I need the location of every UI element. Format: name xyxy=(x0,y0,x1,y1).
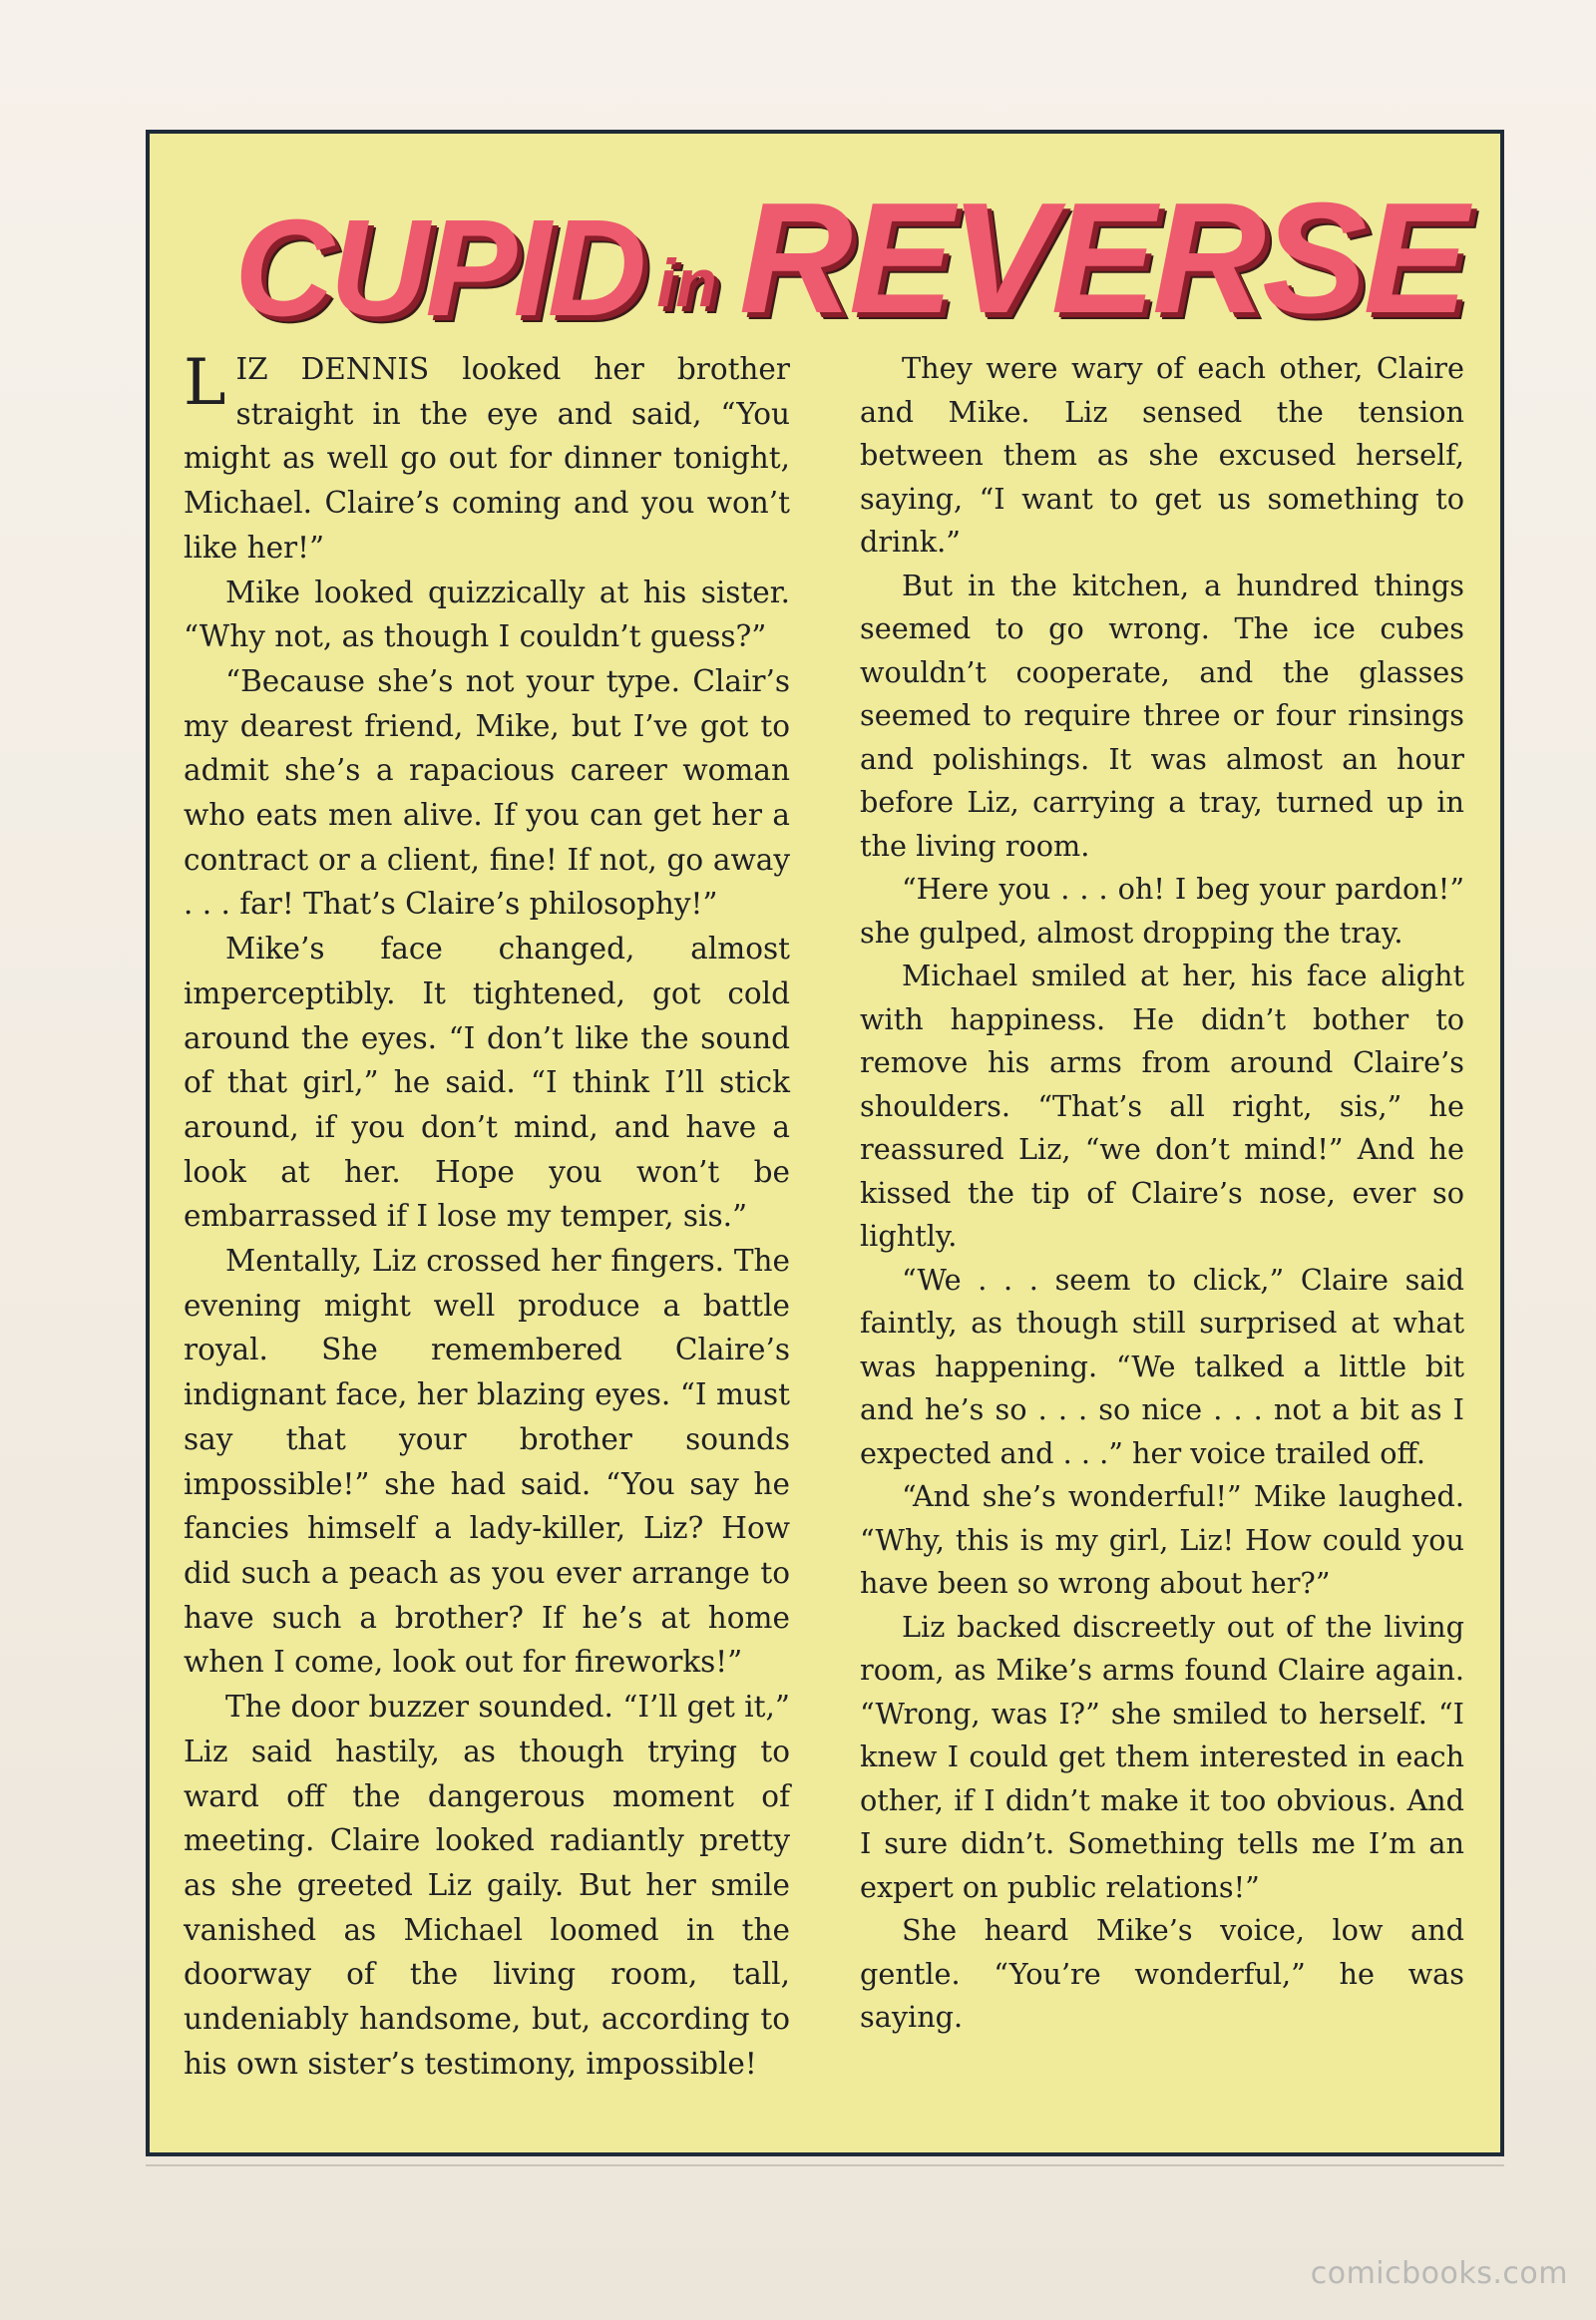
drop-cap: L xyxy=(184,346,226,420)
paragraph: Mike’s face changed, almost imperceptibly. It tightened, got cold around the eyes. “I don’t like the sound of that girl,” he said. “I think I’ll stick around, if you don’t mind, and have a look at her. Hope you won’t be embarrassed if I lose my temper, sis.” xyxy=(184,932,790,1234)
paragraph: Michael smiled at her, his face alight with happiness. He didn’t bother to remove his arms from around Claire’s shoulders. “That’s all right, sis,” he reassured Liz, “we don’t mind!” And he kissed the tip of Claire’s nose, ever so lightly. xyxy=(860,959,1464,1253)
paragraph: “And she’s wonderful!” Mike laughed. “Why, this is my girl, Liz! How could you have been so wrong about her?” xyxy=(860,1479,1464,1600)
title-word-cupid: CUPID xyxy=(234,192,643,345)
paragraph: “We . . . seem to click,” Claire said faintly, as though still surprised at what was happening. “We talked a little bit and he’s so . . . so nice . . . not a bit as I expected and . . .” her voice trailed off. xyxy=(860,1262,1464,1470)
paragraph: Liz backed discreetly out of the living room, as Mike’s arms found Claire again. “Wrong, was I?” she smiled to herself. “I knew I could get them interested in each other, if I didn’t make it too obvious. And I sure didn’t. Something tells me I’m an expert on public relations!” xyxy=(860,1609,1464,1904)
title-word-reverse: REVERSE xyxy=(738,171,1464,346)
paragraph-text: IZ DENNIS looked her brother straight in the eye and said, “You might as well go out for dinner tonight, Michael. Claire’s coming and you won’t like her!” xyxy=(184,352,790,565)
paragraph: Mentally, Liz crossed her fingers. The evening might well produce a battle royal. She remembered Claire’s indignant face, her blazing eyes. “I must say that your brother sounds impossible!” she had said. “You say he fancies himself a lady-killer, Liz? How did such a peach as you ever arrange to have such a brother? If he’s at home when I come, look out for fireworks!” xyxy=(184,1244,790,1680)
paragraph: But in the kitchen, a hundred things seemed to go wrong. The ice cubes wouldn’t cooperate, and the glasses seemed to require three or four rinsings and polishings. It was almost an hour before Liz, carrying a tray, turned up in the living room. xyxy=(860,568,1464,863)
paragraph: Mike looked quizzically at his sister. “Why not, as though I couldn’t guess?” xyxy=(184,575,790,654)
paragraph: “Because she’s not your type. Clair’s my dearest friend, Mike, but I’ve got to admit she’s a rapacious career woman who eats men alive. If you can get her a contract or a client, fine! If not, go away . . . far! That’s Claire’s philosophy!” xyxy=(184,663,790,922)
paragraph xyxy=(184,347,790,571)
story-column-right xyxy=(860,347,1464,2040)
title-word-in: in xyxy=(656,245,717,321)
paragraph: They were wary of each other, Claire and Mike. Liz sensed the tension between them as she excused herself, saying, “I want to get us something to drink.” xyxy=(860,351,1464,559)
paragraph: The door buzzer sounded. “I’ll get it,” Liz said hastily, as though trying to ward off the dangerous moment of meeting. Claire looked radiantly pretty as she greeted Liz gaily. But her smile vanished as Michael loomed in the doorway of the living room, tall, undeniably handsome, but, according to his own sister’s testimony, impossible! xyxy=(184,1690,790,2081)
story-column-left xyxy=(184,347,790,2086)
site-watermark: comicbooks.com xyxy=(1310,2256,1568,2291)
paragraph: “Here you . . . oh! I beg your pardon!” she gulped, almost dropping the tray. xyxy=(860,872,1464,950)
story-title xyxy=(234,168,1464,346)
divider xyxy=(146,2164,1504,2166)
paragraph: She heard Mike’s voice, low and gentle. “You’re wonderful,” he was saying. xyxy=(860,1913,1464,2034)
